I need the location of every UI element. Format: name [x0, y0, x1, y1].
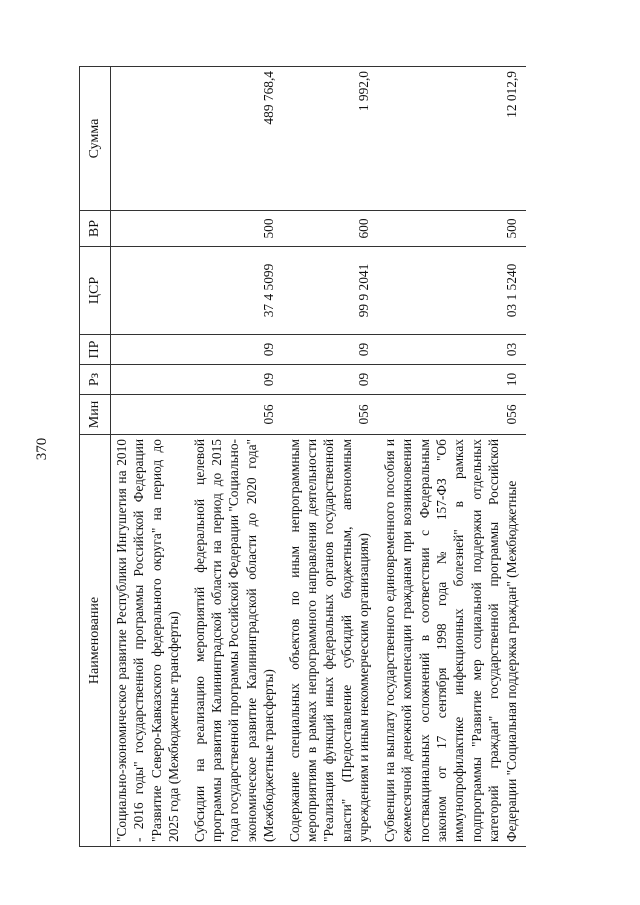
row-rz: 10 [379, 365, 526, 395]
row-csr: 37 4 5099 [189, 247, 284, 335]
budget-table [79, 66, 526, 847]
row-vr [111, 211, 189, 247]
header-pr: ПР [80, 335, 111, 365]
row-rz: 09 [189, 365, 284, 395]
row-rz: 09 [284, 365, 379, 395]
row-csr [111, 247, 189, 335]
table-row [379, 67, 526, 847]
header-name: Наименование [80, 435, 111, 847]
row-min: 056 [189, 395, 284, 435]
table-row [284, 67, 379, 847]
table-header-row [80, 67, 111, 847]
row-sum [111, 67, 189, 211]
table-row [111, 67, 189, 847]
header-vr: ВР [80, 211, 111, 247]
row-name: Субсидии на реализацию мероприятий федеральной целевой программы развития Калининградской области на период до 2015 года государственной программы Российской Федерации "Социально-экономическое развитие Калининградской области до 2020 года" (Межбюджетные трансферты) [189, 435, 284, 847]
row-vr: 500 [189, 211, 284, 247]
row-pr: 09 [189, 335, 284, 365]
row-pr [111, 335, 189, 365]
row-sum: 489 768,4 [189, 67, 284, 211]
row-csr: 99 9 2041 [284, 247, 379, 335]
header-csr: ЦСР [80, 247, 111, 335]
header-sum: Сумма [80, 67, 111, 211]
row-sum: 1 992,0 [284, 67, 379, 211]
row-vr: 600 [284, 211, 379, 247]
row-min: 056 [379, 395, 526, 435]
header-rz: Рз [80, 365, 111, 395]
row-min: 056 [284, 395, 379, 435]
header-min: Мин [80, 395, 111, 435]
row-csr: 03 1 5240 [379, 247, 526, 335]
row-sum: 12 012,9 [379, 67, 526, 211]
row-name: Содержание специальных объектов по иным непрограммным мероприятиям в рамках непрограммного направления деятельности "Реализация функций иных федеральных органов государственной власти" (Предоставление субсидий бюджетным, автономным учреждениям и иным некоммерческим организациям) [284, 435, 379, 847]
row-pr: 03 [379, 335, 526, 365]
page-number: 370 [34, 437, 50, 461]
row-rz [111, 365, 189, 395]
row-pr: 09 [284, 335, 379, 365]
table-row [189, 67, 284, 847]
row-min [111, 395, 189, 435]
row-name: "Социально-экономическое развитие Республики Ингушетия на 2010 - 2016 годы" государственной программы Российской Федерации "Развитие Северо-Кавказского федерального округа" на период до 2025 года (Межбюджетные трансферты) [111, 435, 189, 847]
row-name: Субвенции на выплату государственного единовременного пособия и ежемесячной денежной компенсации гражданам при возникновении поствакцинальных осложнений в соответствии с Федеральным законом от 17 сентября 1998 года № 157-ФЗ "Об иммунопрофилактике инфекционных болезней" в рамках подпрограммы "Развитие мер социальной поддержки отдельных категорий граждан" государственной программы Российской Федерации "Социальная поддержка граждан" (Межбюджетные [379, 435, 526, 847]
row-vr: 500 [379, 211, 526, 247]
